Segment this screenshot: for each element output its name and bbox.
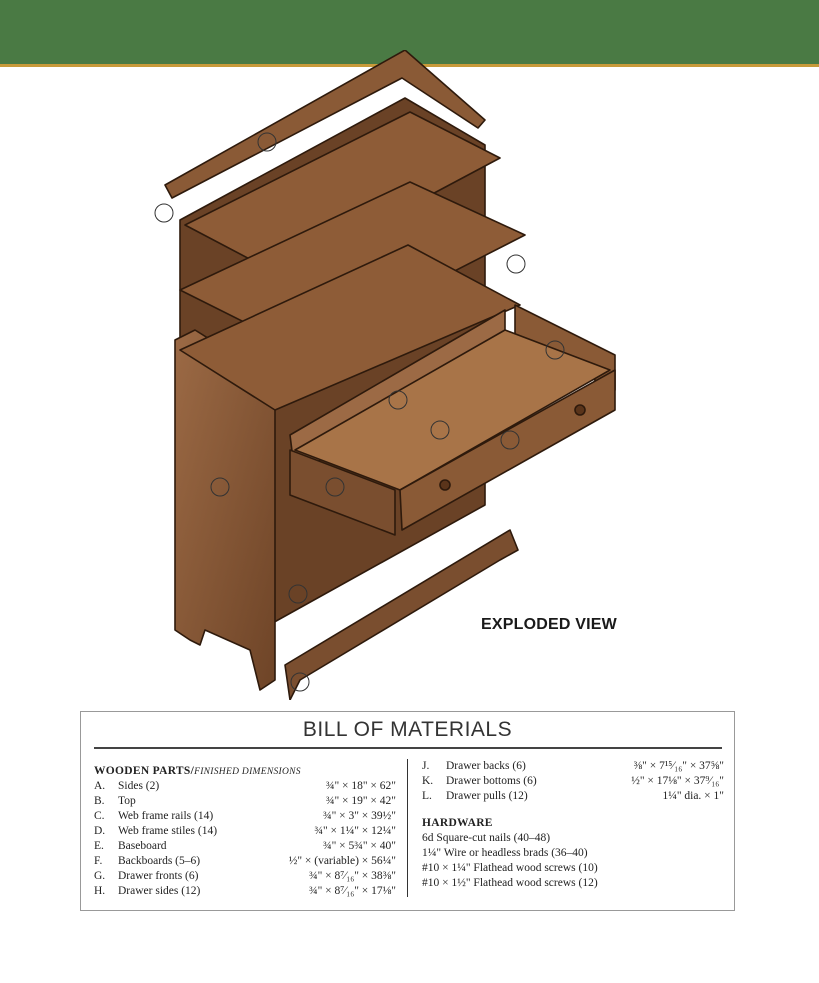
- part-dimension: ¾" × 19" × 42": [325, 795, 396, 807]
- part-row: [94, 839, 396, 854]
- finished-dimensions-subheading: FINISHED DIMENSIONS: [194, 767, 301, 777]
- part-name: Drawer bottoms (6): [446, 775, 537, 787]
- exploded-view-caption: EXPLODED VIEW: [481, 616, 617, 633]
- part-letter: G.: [94, 870, 106, 882]
- part-dimension: ¾" × 3" × 39½": [322, 810, 396, 822]
- hardware-item: 6d Square-cut nails (40–48): [422, 832, 551, 844]
- part-row: [94, 779, 396, 794]
- part-row: [94, 854, 396, 869]
- part-name: Drawer fronts (6): [118, 870, 199, 882]
- column-divider: [407, 759, 408, 897]
- hardware-item: 1¼" Wire or headless brads (36–40): [422, 847, 588, 859]
- part-name: Web frame stiles (14): [118, 825, 218, 837]
- part-letter: E.: [94, 840, 104, 852]
- wooden-parts-heading: [94, 764, 396, 779]
- part-name: Drawer sides (12): [118, 885, 201, 897]
- part-row: [422, 789, 724, 804]
- part-letter: B.: [94, 795, 105, 807]
- part-dimension: ¾" × 5¾" × 40": [322, 840, 396, 852]
- part-name: Web frame rails (14): [118, 810, 214, 822]
- wooden-parts-column: [94, 764, 396, 899]
- part-dimension: 1¼" dia. × 1": [662, 790, 724, 802]
- part-name: Drawer backs (6): [446, 760, 526, 772]
- bom-divider: [94, 747, 722, 749]
- part-row: [422, 759, 724, 774]
- part-row: [94, 869, 396, 884]
- drawer-pull: [440, 480, 450, 490]
- part-letter: C.: [94, 810, 105, 822]
- hardware-heading: HARDWARE: [422, 817, 493, 829]
- part-letter: L.: [422, 790, 432, 802]
- bom-title: BILL OF MATERIALS: [302, 718, 513, 741]
- part-row: [94, 794, 396, 809]
- part-letter: J.: [422, 760, 430, 772]
- hardware-item: #10 × 1½" Flathead wood screws (12): [422, 877, 598, 889]
- part-name: Sides (2): [118, 780, 160, 792]
- part-dimension: ¾" × 18" × 62": [325, 780, 396, 792]
- part-dimension: ½" × 17⅛" × 37⁹⁄₁₆": [631, 775, 724, 787]
- exploded-view-illustration: [140, 50, 640, 700]
- part-row: [422, 774, 724, 789]
- right-parts-column: [422, 759, 724, 891]
- part-letter: A.: [94, 780, 106, 792]
- part-letter: H.: [94, 885, 106, 897]
- part-letter: D.: [94, 825, 106, 837]
- part-name: Baseboard: [118, 840, 167, 852]
- part-dimension: ⅜" × 7¹⁵⁄₁₆" × 37⅝": [633, 760, 724, 772]
- part-letter: K.: [422, 775, 434, 787]
- part-row: [94, 809, 396, 824]
- bill-of-materials: [80, 711, 735, 911]
- wooden-parts-heading-text: WOODEN PARTS/: [94, 765, 195, 777]
- part-letter: F.: [94, 855, 103, 867]
- part-row: [94, 884, 396, 899]
- part-name: Backboards (5–6): [118, 855, 201, 867]
- part-dimension: ¾" × 8⁷⁄₁₆" × 38⅜": [308, 870, 396, 882]
- part-dimension: ¾" × 1¼" × 12¼": [314, 825, 396, 837]
- part-dimension: ¾" × 8⁷⁄₁₆" × 17⅛": [308, 885, 396, 897]
- part-dimension: ½" × (variable) × 56¼": [288, 855, 396, 867]
- drawer-pull: [575, 405, 585, 415]
- hardware-item: #10 × 1¼" Flathead wood screws (10): [422, 862, 598, 874]
- part-name: Top: [118, 795, 136, 807]
- part-row: [94, 824, 396, 839]
- part-name: Drawer pulls (12): [446, 790, 528, 802]
